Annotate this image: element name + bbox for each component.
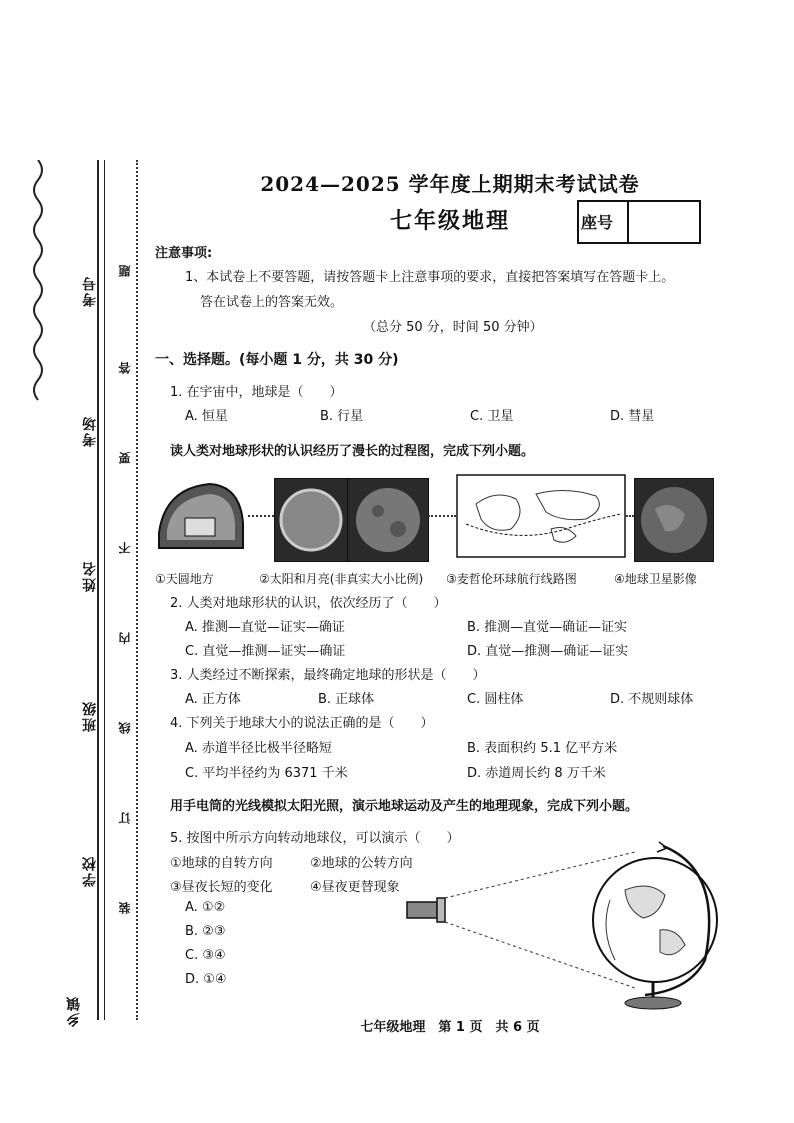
q5-item-3: ③昼夜长短的变化 [170,880,273,895]
section-heading: 一、选择题。(每小题 1 分，共 30 分) [155,352,399,368]
figure-caption-2: ②太阳和月亮(非真实大小比例) [259,572,424,586]
figure-sun-image [274,478,348,562]
context-1: 读人类对地球形状的认识经历了漫长的过程图，完成下列小题。 [170,444,535,459]
q4-option-b[interactable]: B. 表面积约 5.1 亿平方米 [467,741,618,756]
q1-option-d[interactable]: D. 彗星 [610,409,655,424]
notes-line-2: 答在试卷上的答案无效。 [200,295,344,310]
figure-connector [248,515,274,517]
seal-char: 题 [118,265,132,277]
q5-option-a[interactable]: A. ①② [185,900,226,915]
figure-moon-image [347,478,429,562]
figure-connector [626,515,634,517]
seal-char: 线 [118,722,132,734]
q5-item-4: ④昼夜更替现象 [310,880,400,895]
q2-option-b[interactable]: B. 推测—直觉—确证—证实 [467,620,628,635]
seal-char: 答 [118,362,132,374]
q3-option-c[interactable]: C. 圆柱体 [467,692,524,707]
figure-connector [428,515,456,517]
figure-satellite-earth-image [634,478,714,562]
question-5-stem: 5. 按图中所示方向转动地球仪，可以演示（ ） [170,831,460,846]
binding-dotted-separator [136,160,138,1020]
exam-room-label: 考场 [82,415,98,447]
seal-char: 装 [118,902,132,914]
seat-number-label: 座号 [581,213,614,232]
exam-subtitle: 七年级地理 [389,208,510,234]
q5-item-2: ②地球的公转方向 [310,856,413,871]
figure-caption-1: ①天圆地方 [155,572,214,586]
q1-option-b[interactable]: B. 行星 [320,409,364,424]
q2-option-a[interactable]: A. 推测—直觉—证实—确证 [185,620,345,635]
score-time-note: （总分 50 分，时间 50 分钟） [363,320,543,335]
class-label: 班级 [82,700,98,732]
seal-char: 内 [118,632,132,644]
exam-no-label: 考号 [82,275,98,307]
q3-option-b[interactable]: B. 正球体 [318,692,375,707]
q3-option-a[interactable]: A. 正方体 [185,692,241,707]
q5-option-c[interactable]: C. ③④ [185,948,226,963]
figure-magellan-route-map [456,474,626,558]
q5-item-1: ①地球的自转方向 [170,856,273,871]
q3-option-d[interactable]: D. 不规则球体 [610,692,694,707]
exam-title: 2024—2025 学年度上期期末考试试卷 [260,172,640,196]
question-2-stem: 2. 人类对地球形状的认识，依次经历了（ ） [170,596,447,611]
figure-caption-3: ③麦哲伦环球航行线路图 [446,572,577,586]
q2-option-c[interactable]: C. 直觉—推测—证实—确证 [185,644,346,659]
seal-char: 订 [118,812,132,824]
q1-option-c[interactable]: C. 卫星 [470,409,514,424]
page-footer: 七年级地理 第 1 页 共 6 页 [360,1020,540,1035]
name-label: 姓名 [82,560,98,592]
question-3-stem: 3. 人类经过不断探索，最终确定地球的形状是（ ） [170,668,486,683]
seal-char: 不 [118,542,132,554]
q4-option-a[interactable]: A. 赤道半径比极半径略短 [185,741,332,756]
notes-line-1: 1、本试卷上不要答题，请按答题卡上注意事项的要求，直接把答案填写在答题卡上。 [185,270,675,285]
notes-heading: 注意事项: [155,246,213,261]
flashlight-globe-illustration [405,840,740,1015]
township-label: 乡镇 [66,995,82,1027]
q5-option-b[interactable]: B. ②③ [185,924,226,939]
seat-divider [627,200,629,242]
q4-option-c[interactable]: C. 平均半径约为 6371 千米 [185,766,348,781]
q2-option-d[interactable]: D. 直觉—推测—确证—证实 [467,644,629,659]
binding-field-line [104,160,105,1020]
seal-char: 要 [118,452,132,464]
binding-wave-decoration [30,160,46,460]
q4-option-d[interactable]: D. 赤道周长约 8 万千米 [467,766,606,781]
context-2: 用手电筒的光线模拟太阳光照，演示地球运动及产生的地理现象，完成下列小题。 [170,799,639,814]
school-label: 学校 [82,855,98,887]
figure-sky-dome-image [155,478,247,553]
q1-option-a[interactable]: A. 恒星 [185,409,228,424]
q5-option-d[interactable]: D. ①④ [185,972,227,987]
question-4-stem: 4. 下列关于地球大小的说法正确的是（ ） [170,716,434,731]
question-1-stem: 1. 在宇宙中，地球是（ ） [170,385,343,400]
figure-caption-4: ④地球卫星影像 [614,572,697,586]
